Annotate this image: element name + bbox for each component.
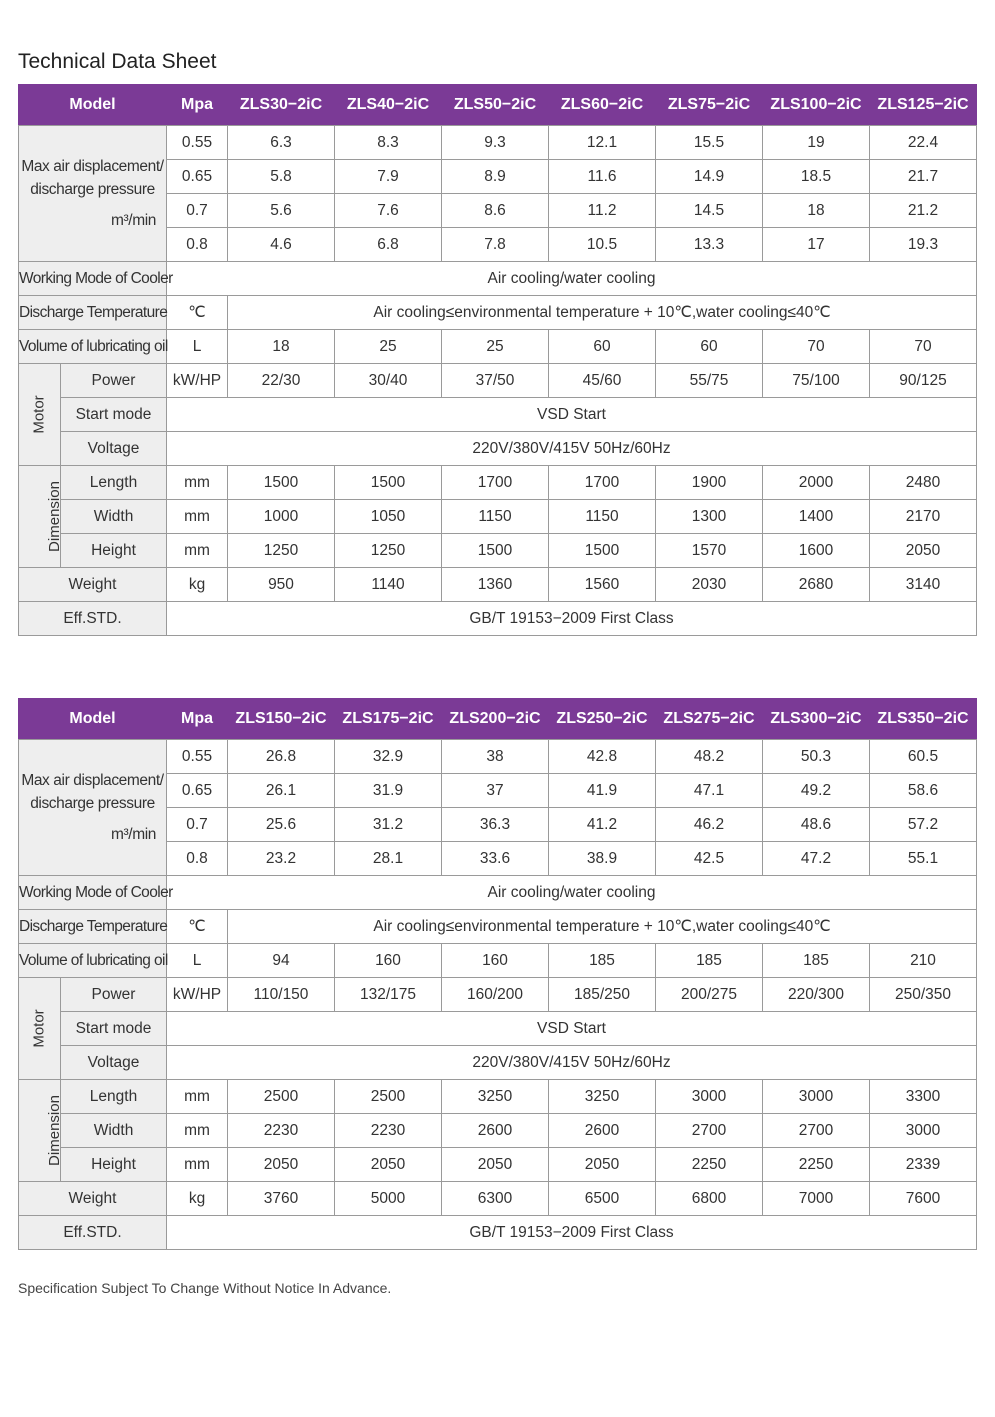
weight-row xyxy=(19,568,977,602)
width-unit: mm xyxy=(167,1114,228,1148)
dimension-group-label xyxy=(19,466,61,568)
max-air-unit: m³/min xyxy=(111,212,156,229)
power-value: 45/60 xyxy=(549,364,656,398)
length-value: 1500 xyxy=(335,466,442,500)
height-value: 2050 xyxy=(442,1148,549,1182)
weight-label: Weight xyxy=(19,568,167,602)
model-name: ZLS100−2iC xyxy=(763,85,870,126)
flow-value: 11.6 xyxy=(549,160,656,194)
flow-value: 19 xyxy=(763,126,870,160)
max-air-label-line2: discharge pressure xyxy=(30,795,155,812)
width-value: 2230 xyxy=(335,1114,442,1148)
oil-value: 60 xyxy=(549,330,656,364)
pressure-value: 0.65 xyxy=(167,160,228,194)
flow-value: 42.8 xyxy=(549,740,656,774)
flow-value: 41.2 xyxy=(549,808,656,842)
oil-value: 185 xyxy=(549,944,656,978)
weight-value: 2030 xyxy=(656,568,763,602)
power-value: 160/200 xyxy=(442,978,549,1012)
height-value: 2050 xyxy=(549,1148,656,1182)
flow-value: 12.1 xyxy=(549,126,656,160)
weight-value: 6500 xyxy=(549,1182,656,1216)
width-value: 1300 xyxy=(656,500,763,534)
length-value: 3000 xyxy=(656,1080,763,1114)
height-label: Height xyxy=(61,534,167,568)
flow-value: 25.6 xyxy=(228,808,335,842)
power-value: 90/125 xyxy=(870,364,977,398)
model-name: ZLS50−2iC xyxy=(442,85,549,126)
height-value: 2250 xyxy=(763,1148,870,1182)
oil-value: 25 xyxy=(442,330,549,364)
length-value: 1500 xyxy=(228,466,335,500)
length-unit: mm xyxy=(167,466,228,500)
weight-value: 7600 xyxy=(870,1182,977,1216)
discharge-temp-value: Air cooling≤environmental temperature + 10℃,water cooling≤40℃ xyxy=(228,910,977,944)
oil-value: 70 xyxy=(870,330,977,364)
model-name: ZLS75−2iC xyxy=(656,85,763,126)
start-mode-row xyxy=(19,1012,977,1046)
length-label: Length xyxy=(61,1080,167,1114)
flow-value: 7.6 xyxy=(335,194,442,228)
voltage-label: Voltage xyxy=(61,432,167,466)
oil-value: 210 xyxy=(870,944,977,978)
flow-value: 17 xyxy=(763,228,870,262)
length-row xyxy=(19,466,977,500)
flow-value: 31.2 xyxy=(335,808,442,842)
length-value: 3300 xyxy=(870,1080,977,1114)
model-name: ZLS40−2iC xyxy=(335,85,442,126)
max-air-label xyxy=(19,740,167,876)
width-value: 3000 xyxy=(870,1114,977,1148)
power-value: 110/150 xyxy=(228,978,335,1012)
height-value: 2050 xyxy=(870,534,977,568)
model-name: ZLS200−2iC xyxy=(442,699,549,740)
width-value: 2600 xyxy=(442,1114,549,1148)
pressure-value: 0.8 xyxy=(167,228,228,262)
flow-value: 14.9 xyxy=(656,160,763,194)
lub-oil-label: Volume of lubricating oil xyxy=(19,944,167,978)
height-row xyxy=(19,1148,977,1182)
dimension-label: Dimension xyxy=(45,480,63,552)
height-unit: mm xyxy=(167,534,228,568)
start-mode-value: VSD Start xyxy=(167,398,977,432)
dimension-label: Dimension xyxy=(45,1094,63,1166)
pressure-value: 0.7 xyxy=(167,808,228,842)
weight-value: 1140 xyxy=(335,568,442,602)
flow-value: 7.9 xyxy=(335,160,442,194)
pressure-value: 0.55 xyxy=(167,740,228,774)
height-value: 2250 xyxy=(656,1148,763,1182)
pressure-value: 0.65 xyxy=(167,774,228,808)
working-mode-value: Air cooling/water cooling xyxy=(167,876,977,910)
power-value: 250/350 xyxy=(870,978,977,1012)
flow-value: 46.2 xyxy=(656,808,763,842)
height-value: 1500 xyxy=(442,534,549,568)
eff-std-value: GB/T 19153−2009 First Class xyxy=(167,602,977,636)
discharge-temp-unit: ℃ xyxy=(167,910,228,944)
flow-row xyxy=(19,126,977,160)
length-value: 3250 xyxy=(442,1080,549,1114)
footnote: Specification Subject To Change Without Notice In Advance. xyxy=(18,1280,392,1296)
width-value: 2170 xyxy=(870,500,977,534)
flow-value: 47.1 xyxy=(656,774,763,808)
motor-group-label xyxy=(19,364,61,466)
power-unit: kW/HP xyxy=(167,978,228,1012)
flow-value: 9.3 xyxy=(442,126,549,160)
length-unit: mm xyxy=(167,1080,228,1114)
oil-value: 18 xyxy=(228,330,335,364)
lub-oil-unit: L xyxy=(167,330,228,364)
width-value: 1400 xyxy=(763,500,870,534)
model-name: ZLS125−2iC xyxy=(870,85,977,126)
flow-value: 18 xyxy=(763,194,870,228)
flow-value: 22.4 xyxy=(870,126,977,160)
discharge-temp-row xyxy=(19,296,977,330)
flow-value: 21.2 xyxy=(870,194,977,228)
weight-value: 950 xyxy=(228,568,335,602)
eff-std-row xyxy=(19,1216,977,1250)
oil-value: 185 xyxy=(656,944,763,978)
power-value: 30/40 xyxy=(335,364,442,398)
mpa-header: Mpa xyxy=(167,699,228,740)
width-row xyxy=(19,500,977,534)
flow-value: 23.2 xyxy=(228,842,335,876)
voltage-row xyxy=(19,432,977,466)
flow-value: 60.5 xyxy=(870,740,977,774)
flow-value: 10.5 xyxy=(549,228,656,262)
model-name: ZLS30−2iC xyxy=(228,85,335,126)
eff-std-row xyxy=(19,602,977,636)
weight-unit: kg xyxy=(167,1182,228,1216)
lub-oil-row xyxy=(19,330,977,364)
length-value: 2500 xyxy=(335,1080,442,1114)
flow-value: 8.3 xyxy=(335,126,442,160)
flow-value: 26.1 xyxy=(228,774,335,808)
power-value: 200/275 xyxy=(656,978,763,1012)
height-value: 1500 xyxy=(549,534,656,568)
flow-value: 38 xyxy=(442,740,549,774)
flow-value: 6.3 xyxy=(228,126,335,160)
power-value: 55/75 xyxy=(656,364,763,398)
width-row xyxy=(19,1114,977,1148)
working-mode-label: Working Mode of Cooler xyxy=(19,876,167,910)
height-value: 2339 xyxy=(870,1148,977,1182)
oil-value: 185 xyxy=(763,944,870,978)
power-row xyxy=(19,978,977,1012)
power-row xyxy=(19,364,977,398)
height-value: 2050 xyxy=(335,1148,442,1182)
width-value: 2600 xyxy=(549,1114,656,1148)
weight-value: 1560 xyxy=(549,568,656,602)
length-value: 2500 xyxy=(228,1080,335,1114)
header-row xyxy=(19,85,977,126)
working-mode-label: Working Mode of Cooler xyxy=(19,262,167,296)
eff-std-label: Eff.STD. xyxy=(19,602,167,636)
voltage-row xyxy=(19,1046,977,1080)
lub-oil-label: Volume of lubricating oil xyxy=(19,330,167,364)
model-header: Model xyxy=(19,699,167,740)
flow-value: 55.1 xyxy=(870,842,977,876)
spec-table-2 xyxy=(18,698,977,1250)
width-value: 1000 xyxy=(228,500,335,534)
flow-value: 5.6 xyxy=(228,194,335,228)
flow-value: 48.2 xyxy=(656,740,763,774)
max-air-label-line2: discharge pressure xyxy=(30,181,155,198)
model-name: ZLS150−2iC xyxy=(228,699,335,740)
flow-value: 28.1 xyxy=(335,842,442,876)
length-value: 1900 xyxy=(656,466,763,500)
width-value: 2230 xyxy=(228,1114,335,1148)
motor-label: Motor xyxy=(31,394,48,434)
weight-unit: kg xyxy=(167,568,228,602)
model-name: ZLS250−2iC xyxy=(549,699,656,740)
max-air-label xyxy=(19,126,167,262)
model-header: Model xyxy=(19,85,167,126)
oil-value: 94 xyxy=(228,944,335,978)
flow-value: 15.5 xyxy=(656,126,763,160)
height-value: 2050 xyxy=(228,1148,335,1182)
flow-value: 41.9 xyxy=(549,774,656,808)
start-mode-row xyxy=(19,398,977,432)
flow-value: 37 xyxy=(442,774,549,808)
eff-std-label: Eff.STD. xyxy=(19,1216,167,1250)
flow-value: 57.2 xyxy=(870,808,977,842)
weight-value: 5000 xyxy=(335,1182,442,1216)
max-air-label-line1: Max air displacement/ xyxy=(21,772,164,789)
flow-value: 8.9 xyxy=(442,160,549,194)
weight-value: 3140 xyxy=(870,568,977,602)
working-mode-row xyxy=(19,876,977,910)
flow-value: 49.2 xyxy=(763,774,870,808)
oil-value: 70 xyxy=(763,330,870,364)
length-value: 2480 xyxy=(870,466,977,500)
weight-value: 3760 xyxy=(228,1182,335,1216)
weight-row xyxy=(19,1182,977,1216)
flow-value: 6.8 xyxy=(335,228,442,262)
power-value: 185/250 xyxy=(549,978,656,1012)
working-mode-value: Air cooling/water cooling xyxy=(167,262,977,296)
weight-value: 7000 xyxy=(763,1182,870,1216)
weight-value: 6300 xyxy=(442,1182,549,1216)
height-row xyxy=(19,534,977,568)
eff-std-value: GB/T 19153−2009 First Class xyxy=(167,1216,977,1250)
header-row xyxy=(19,699,977,740)
length-row xyxy=(19,1080,977,1114)
flow-value: 50.3 xyxy=(763,740,870,774)
weight-label: Weight xyxy=(19,1182,167,1216)
flow-value: 19.3 xyxy=(870,228,977,262)
power-value: 37/50 xyxy=(442,364,549,398)
width-value: 2700 xyxy=(763,1114,870,1148)
width-label: Width xyxy=(61,500,167,534)
width-unit: mm xyxy=(167,500,228,534)
flow-row xyxy=(19,740,977,774)
voltage-value: 220V/380V/415V 50Hz/60Hz xyxy=(167,432,977,466)
flow-value: 5.8 xyxy=(228,160,335,194)
length-value: 1700 xyxy=(442,466,549,500)
height-value: 1250 xyxy=(228,534,335,568)
power-label: Power xyxy=(61,978,167,1012)
lub-oil-unit: L xyxy=(167,944,228,978)
voltage-value: 220V/380V/415V 50Hz/60Hz xyxy=(167,1046,977,1080)
height-unit: mm xyxy=(167,1148,228,1182)
max-air-label-line1: Max air displacement/ xyxy=(21,158,164,175)
flow-value: 48.6 xyxy=(763,808,870,842)
width-label: Width xyxy=(61,1114,167,1148)
discharge-temp-unit: ℃ xyxy=(167,296,228,330)
height-value: 1600 xyxy=(763,534,870,568)
page-title: Technical Data Sheet xyxy=(18,50,217,73)
flow-value: 42.5 xyxy=(656,842,763,876)
flow-value: 31.9 xyxy=(335,774,442,808)
discharge-temp-row xyxy=(19,910,977,944)
flow-value: 8.6 xyxy=(442,194,549,228)
length-value: 1700 xyxy=(549,466,656,500)
flow-value: 18.5 xyxy=(763,160,870,194)
spec-table-1 xyxy=(18,84,977,636)
flow-value: 21.7 xyxy=(870,160,977,194)
weight-value: 6800 xyxy=(656,1182,763,1216)
discharge-temp-label: Discharge Temperature xyxy=(19,910,167,944)
start-mode-label: Start mode xyxy=(61,1012,167,1046)
model-name: ZLS275−2iC xyxy=(656,699,763,740)
flow-value: 58.6 xyxy=(870,774,977,808)
flow-value: 14.5 xyxy=(656,194,763,228)
power-value: 220/300 xyxy=(763,978,870,1012)
width-value: 1150 xyxy=(549,500,656,534)
length-value: 3250 xyxy=(549,1080,656,1114)
flow-value: 26.8 xyxy=(228,740,335,774)
flow-value: 11.2 xyxy=(549,194,656,228)
height-value: 1250 xyxy=(335,534,442,568)
mpa-header: Mpa xyxy=(167,85,228,126)
oil-value: 60 xyxy=(656,330,763,364)
motor-label: Motor xyxy=(31,1008,48,1048)
weight-value: 2680 xyxy=(763,568,870,602)
discharge-temp-value: Air cooling≤environmental temperature + 10℃,water cooling≤40℃ xyxy=(228,296,977,330)
flow-value: 4.6 xyxy=(228,228,335,262)
start-mode-value: VSD Start xyxy=(167,1012,977,1046)
flow-value: 38.9 xyxy=(549,842,656,876)
model-name: ZLS350−2iC xyxy=(870,699,977,740)
discharge-temp-label: Discharge Temperature xyxy=(19,296,167,330)
flow-value: 13.3 xyxy=(656,228,763,262)
max-air-unit: m³/min xyxy=(111,826,156,843)
length-value: 2000 xyxy=(763,466,870,500)
power-value: 132/175 xyxy=(335,978,442,1012)
flow-value: 33.6 xyxy=(442,842,549,876)
oil-value: 160 xyxy=(335,944,442,978)
height-label: Height xyxy=(61,1148,167,1182)
power-label: Power xyxy=(61,364,167,398)
model-name: ZLS60−2iC xyxy=(549,85,656,126)
length-value: 3000 xyxy=(763,1080,870,1114)
power-value: 22/30 xyxy=(228,364,335,398)
motor-group-label xyxy=(19,978,61,1080)
voltage-label: Voltage xyxy=(61,1046,167,1080)
flow-value: 47.2 xyxy=(763,842,870,876)
dimension-group-label xyxy=(19,1080,61,1182)
flow-value: 36.3 xyxy=(442,808,549,842)
flow-value: 7.8 xyxy=(442,228,549,262)
pressure-value: 0.7 xyxy=(167,194,228,228)
power-value: 75/100 xyxy=(763,364,870,398)
pressure-value: 0.8 xyxy=(167,842,228,876)
flow-value: 32.9 xyxy=(335,740,442,774)
width-value: 1050 xyxy=(335,500,442,534)
width-value: 2700 xyxy=(656,1114,763,1148)
lub-oil-row xyxy=(19,944,977,978)
oil-value: 160 xyxy=(442,944,549,978)
start-mode-label: Start mode xyxy=(61,398,167,432)
weight-value: 1360 xyxy=(442,568,549,602)
model-name: ZLS300−2iC xyxy=(763,699,870,740)
power-unit: kW/HP xyxy=(167,364,228,398)
length-label: Length xyxy=(61,466,167,500)
height-value: 1570 xyxy=(656,534,763,568)
pressure-value: 0.55 xyxy=(167,126,228,160)
working-mode-row xyxy=(19,262,977,296)
oil-value: 25 xyxy=(335,330,442,364)
width-value: 1150 xyxy=(442,500,549,534)
model-name: ZLS175−2iC xyxy=(335,699,442,740)
